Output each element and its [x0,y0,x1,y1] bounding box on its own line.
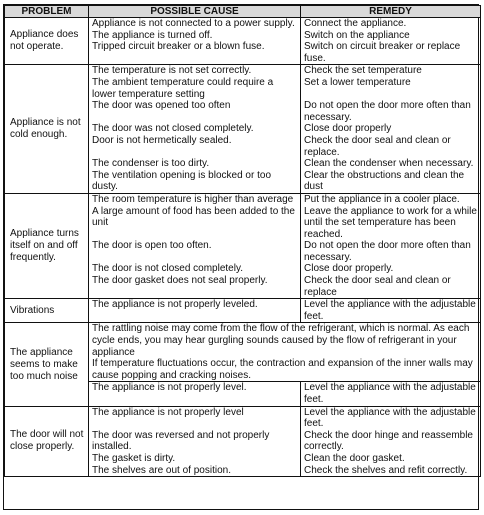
table-row [5,193,481,205]
problem-group [5,323,481,406]
problem-group [5,193,481,298]
troubleshooting-table [4,5,481,477]
cause-cell: Tripped circuit breaker or a blown fuse. [89,41,301,65]
cause-cell: The condenser is too dirty. [89,158,301,170]
problem-cell: The door will not close properly. [5,406,89,477]
problem-cell: Appliance turns itself on and off frequently. [5,193,89,298]
remedy-cell: Close door properly. [301,263,481,275]
cause-cell: The gasket is dirty. [89,453,301,465]
cause-cell: The ambient temperature could require a lower temperature setting [89,77,301,100]
table-row [5,299,481,323]
remedy-cell: Check the door seal and clean or replace. [301,135,481,158]
cause-cell: Appliance is not connected to a power supply. [89,18,301,30]
problem-group [5,406,481,477]
cause-cell: The door was reversed and not properly installed. [89,430,301,453]
cause-cell: A large amount of food has been added to the unit [89,206,301,241]
cause-cell: The room temperature is higher than average [89,193,301,205]
remedy-cell: Connect the appliance. [301,18,481,30]
remedy-cell: Put the appliance in a cooler place. [301,193,481,205]
problem-group [5,65,481,194]
cause-cell: The door was opened too often [89,100,301,123]
remedy-cell: Clean the condenser when necessary. [301,158,481,170]
header-problem: PROBLEM [5,6,89,18]
cause-cell: The shelves are out of position. [89,465,301,477]
cause-cell: The door is open too often. [89,240,301,263]
problem-group [5,299,481,323]
table-row [5,406,481,430]
remedy-cell: Leave the appliance to work for a while until the set temperature has been reached. [301,206,481,241]
remedy-cell: Clear the obstructions and clean the dust [301,170,481,194]
cause-cell: The door gasket does not seal properly. [89,275,301,299]
remedy-cell: Do not open the door more often than necessary. [301,240,481,263]
remedy-cell: Check the door seal and clean or replace [301,275,481,299]
cause-cell: The appliance is not properly level [89,406,301,430]
header-remedy: REMEDY [301,6,481,18]
cause-cell: Door is not hermetically sealed. [89,135,301,158]
cause-cell: The appliance is turned off. [89,30,301,42]
problem-cell: Appliance does not operate. [5,18,89,65]
remedy-cell: Set a lower temperature [301,77,481,100]
problem-cell: The appliance seems to make too much noise [5,323,89,406]
remedy-cell: Check the shelves and refit correctly. [301,465,481,477]
problem-cell: Appliance is not cold enough. [5,65,89,194]
table-row [5,18,481,30]
remedy-cell: Level the appliance with the adjustable feet. [301,406,481,430]
remedy-cell: Level the appliance with the adjustable feet. [301,382,481,406]
noise-note-cell: The rattling noise may come from the flow of the refrigerant, which is normal. As each cycle ends, you may hear gurgling sounds caused by the flow of refrigerant in your appliance If temperature fluctuations occur, the contraction and expansion of the inner walls may cause popping and cracking noises. [89,323,481,382]
table-row [5,323,481,382]
remedy-cell: Close door properly [301,123,481,135]
cause-cell: The temperature is not set correctly. [89,65,301,77]
troubleshooting-table-container [3,4,479,510]
header-possible-cause: POSSIBLE CAUSE [89,6,301,18]
cause-cell: The appliance is not properly level. [89,382,301,406]
remedy-cell: Switch on the appliance [301,30,481,42]
remedy-cell: Check the door hinge and reassemble correctly. [301,430,481,453]
cause-cell: The door was not closed completely. [89,123,301,135]
remedy-cell: Check the set temperature [301,65,481,77]
cause-cell: The appliance is not properly leveled. [89,299,301,323]
header-row [5,6,481,18]
table-row [5,65,481,77]
remedy-cell: Level the appliance with the adjustable feet. [301,299,481,323]
problem-cell: Vibrations [5,299,89,323]
problem-group [5,18,481,65]
cause-cell: The ventilation opening is blocked or too dusty. [89,170,301,194]
remedy-cell: Clean the door gasket. [301,453,481,465]
remedy-cell: Do not open the door more often than necessary. [301,100,481,123]
remedy-cell: Switch on circuit breaker or replace fuse. [301,41,481,65]
cause-cell: The door is not closed completely. [89,263,301,275]
